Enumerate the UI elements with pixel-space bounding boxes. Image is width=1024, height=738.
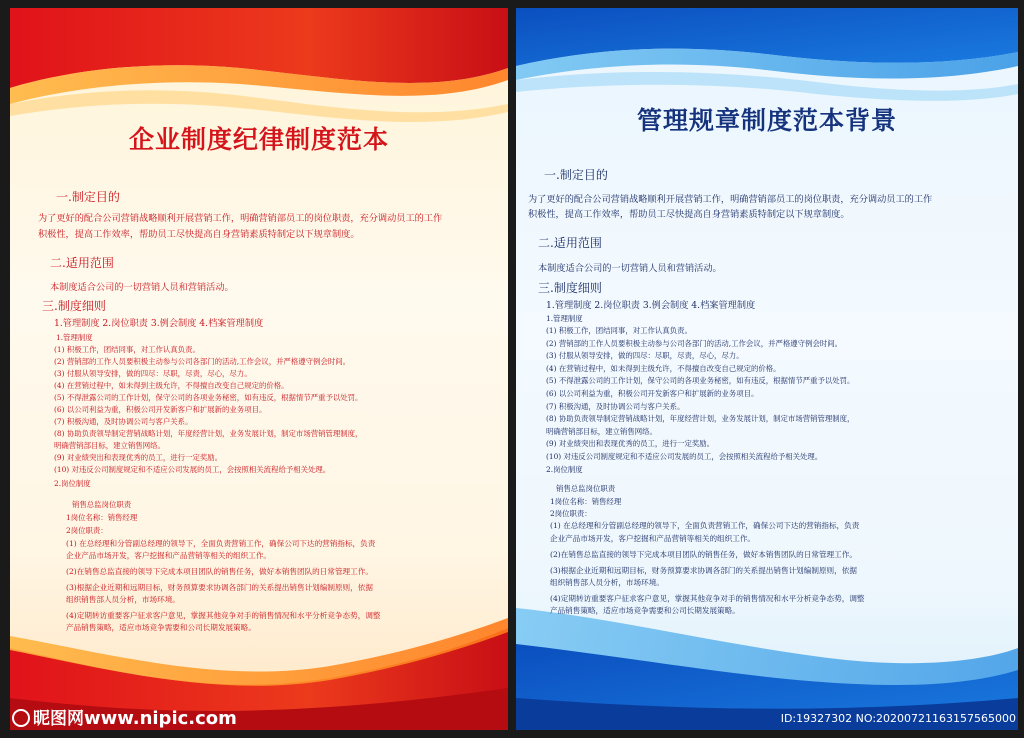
rule-10: (10) 对违反公司制度规定和不适应公司发展的员工，会按照相关流程给予相关处理。 <box>546 452 823 461</box>
job-duty-head: 2岗位职责： <box>66 526 108 535</box>
duty-4: (4)定期转访重要客户征求客户意见，掌握其他竞争对手的销售情况和水平分析竞争态势，调整 <box>550 594 865 603</box>
job-duty-head: 2岗位职责： <box>550 509 592 518</box>
rules-sub-position: 2.岗位制度 <box>546 465 583 474</box>
rule-8: (8) 协助负责领导制定营销战略计划，年度经营计划，业务发展计划，制定市场营销管理制度， <box>54 429 363 438</box>
scope-text: 本制度适合公司的一切营销人员和营销活动。 <box>50 282 234 293</box>
rule-2: (2) 营销部的工作人员要积极主动参与公司各部门的活动,工作会议，并严格遵守例会时间。 <box>54 357 351 366</box>
rule-6: (6) 以公司利益为重，积极公司开发新客户和扩展新的业务项目。 <box>54 405 267 414</box>
watermark-logo-text: 昵图网 <box>33 709 84 729</box>
duty-1: (1) 在总经理和分管副总经理的领导下，全面负责营销工作，确保公司下达的营销指标，负责 <box>550 521 860 530</box>
job-heading: 销售总监岗位职责 <box>72 500 132 509</box>
rules-sub-management: 1.管理制度 <box>56 333 93 342</box>
watermark-logo <box>12 704 84 734</box>
red-poster-title: 企业制度纪律制度范本 <box>128 125 389 154</box>
purpose-line-1: 为了更好的配合公司营销战略顺利开展营销工作，明确营销部员工的岗位职责，充分调动员工的工作 <box>38 213 443 224</box>
blue-poster-title: 管理规章制度范本背景 <box>636 106 897 135</box>
job-name-line: 1岗位名称：销售经理 <box>550 497 622 506</box>
blue-poster <box>516 8 1018 730</box>
duty-4-cont: 产品销售策略，适应市场竞争需要和公司长期发展策略。 <box>66 623 256 632</box>
rule-7: (7) 积极沟通，及时协调公司与客户关系。 <box>54 417 193 426</box>
watermark-site: www.nipic.com <box>84 708 237 729</box>
rules-items: 1.管理制度 2.岗位职责 3.例会制度 4.档案管理制度 <box>54 318 264 329</box>
duty-3: (3)根据企业近期和远期目标，财务预算要求协调各部门的关系提出销售计划编制原则，依据 <box>550 566 857 575</box>
rule-1: (1) 积极工作，团结同事，对工作认真负责。 <box>54 345 200 354</box>
rule-1: (1) 积极工作，团结同事，对工作认真负责。 <box>546 326 692 335</box>
watermark-id: ID:19327302 NO:20200721163157565000 <box>780 712 1016 725</box>
rule-8-cont: 明确营销部目标，建立销售网络。 <box>54 441 165 450</box>
blue-poster-content <box>516 8 1018 730</box>
duty-1: (1) 在总经理和分管副总经理的领导下，全面负责营销工作，确保公司下达的营销指标，负责 <box>66 539 376 548</box>
section-rules-heading: 三.制度细则 <box>42 299 106 313</box>
purpose-line-2: 积极性，提高工作效率，帮助员工尽快提高自身营销素质特制定以下规章制度。 <box>38 229 360 240</box>
rule-4: (4) 在营销过程中，如未得到主级允许，不得擅自改变自己规定的价格。 <box>54 381 289 390</box>
red-poster-content <box>10 8 508 730</box>
rule-4: (4) 在营销过程中，如未得到主级允许，不得擅自改变自己规定的价格。 <box>546 364 781 373</box>
duty-1-cont: 企业产品市场开发，客户挖掘和产品营销等相关的组织工作。 <box>550 534 756 543</box>
rules-items: 1.管理制度 2.岗位职责 3.例会制度 4.档案管理制度 <box>546 300 756 311</box>
job-name-line: 1岗位名称：销售经理 <box>66 513 138 522</box>
rule-5: (5) 不得泄露公司的工作计划，保守公司的各项业务秘密，如有违反，根据情节严重予以处罚。 <box>54 393 363 402</box>
rule-10: (10) 对违反公司制度规定和不适应公司发展的员工，会按照相关流程给予相关处理。 <box>54 465 331 474</box>
section-scope-heading: 二.适用范围 <box>50 256 114 270</box>
purpose-line-1: 为了更好的配合公司营销战略顺利开展营销工作，明确营销部员工的岗位职责，充分调动员工的工作 <box>528 194 933 205</box>
duty-4-cont: 产品销售策略，适应市场竞争需要和公司长期发展策略。 <box>550 606 740 615</box>
section-scope-heading: 二.适用范围 <box>538 236 602 250</box>
red-poster <box>10 8 508 730</box>
rule-5: (5) 不得泄露公司的工作计划，保守公司的各项业务秘密，如有违反，根据情节严重予以处罚。 <box>546 376 855 385</box>
rule-9: (9) 对业绩突出和表现优秀的员工，进行一定奖励。 <box>54 453 223 462</box>
duty-2: (2)在销售总监直接的领导下完成本项目团队的销售任务，做好本销售团队的日常管理工作。 <box>66 567 373 576</box>
section-rules-heading: 三.制度细则 <box>538 281 602 295</box>
section-purpose-heading: 一.制定目的 <box>544 168 608 182</box>
nipic-logo-icon <box>12 709 30 727</box>
rule-6: (6) 以公司利益为重，积极公司开发新客户和扩展新的业务项目。 <box>546 389 759 398</box>
rule-8-cont: 明确营销部目标，建立销售网络。 <box>546 427 657 436</box>
rule-9: (9) 对业绩突出和表现优秀的员工，进行一定奖励。 <box>546 439 715 448</box>
rule-3: (3) 付服从领导安排，做的四尽：尽职，尽责，尽心，尽力。 <box>546 351 744 360</box>
rule-3: (3) 付服从领导安排，做的四尽：尽职，尽责，尽心，尽力。 <box>54 369 252 378</box>
duty-3-cont: 组织销售部人员分析，市场环境。 <box>66 595 180 604</box>
rule-8: (8) 协助负责领导制定营销战略计划，年度经营计划，业务发展计划，制定市场营销管理制度， <box>546 414 855 423</box>
duty-3: (3)根据企业近期和远期目标，财务预算要求协调各部门的关系提出销售计划编制原则，依据 <box>66 583 373 592</box>
section-purpose-heading: 一.制定目的 <box>56 190 120 204</box>
purpose-line-2: 积极性，提高工作效率，帮助员工尽快提高自身营销素质特制定以下规章制度。 <box>528 209 850 220</box>
rule-2: (2) 营销部的工作人员要积极主动参与公司各部门的活动,工作会议，并严格遵守例会时间。 <box>546 339 843 348</box>
duty-2: (2)在销售总监直接的领导下完成本项目团队的销售任务，做好本销售团队的日常管理工作。 <box>550 550 857 559</box>
duty-1-cont: 企业产品市场开发，客户挖掘和产品营销等相关的组织工作。 <box>66 551 272 560</box>
rules-sub-management: 1.管理制度 <box>546 314 583 323</box>
rules-sub-position: 2.岗位制度 <box>54 479 91 488</box>
job-heading: 销售总监岗位职责 <box>556 484 616 493</box>
duty-4: (4)定期转访重要客户征求客户意见，掌握其他竞争对手的销售情况和水平分析竞争态势，调整 <box>66 611 381 620</box>
rule-7: (7) 积极沟通，及时协调公司与客户关系。 <box>546 402 685 411</box>
duty-3-cont: 组织销售部人员分析，市场环境。 <box>550 578 664 587</box>
scope-text: 本制度适合公司的一切营销人员和营销活动。 <box>538 263 722 274</box>
